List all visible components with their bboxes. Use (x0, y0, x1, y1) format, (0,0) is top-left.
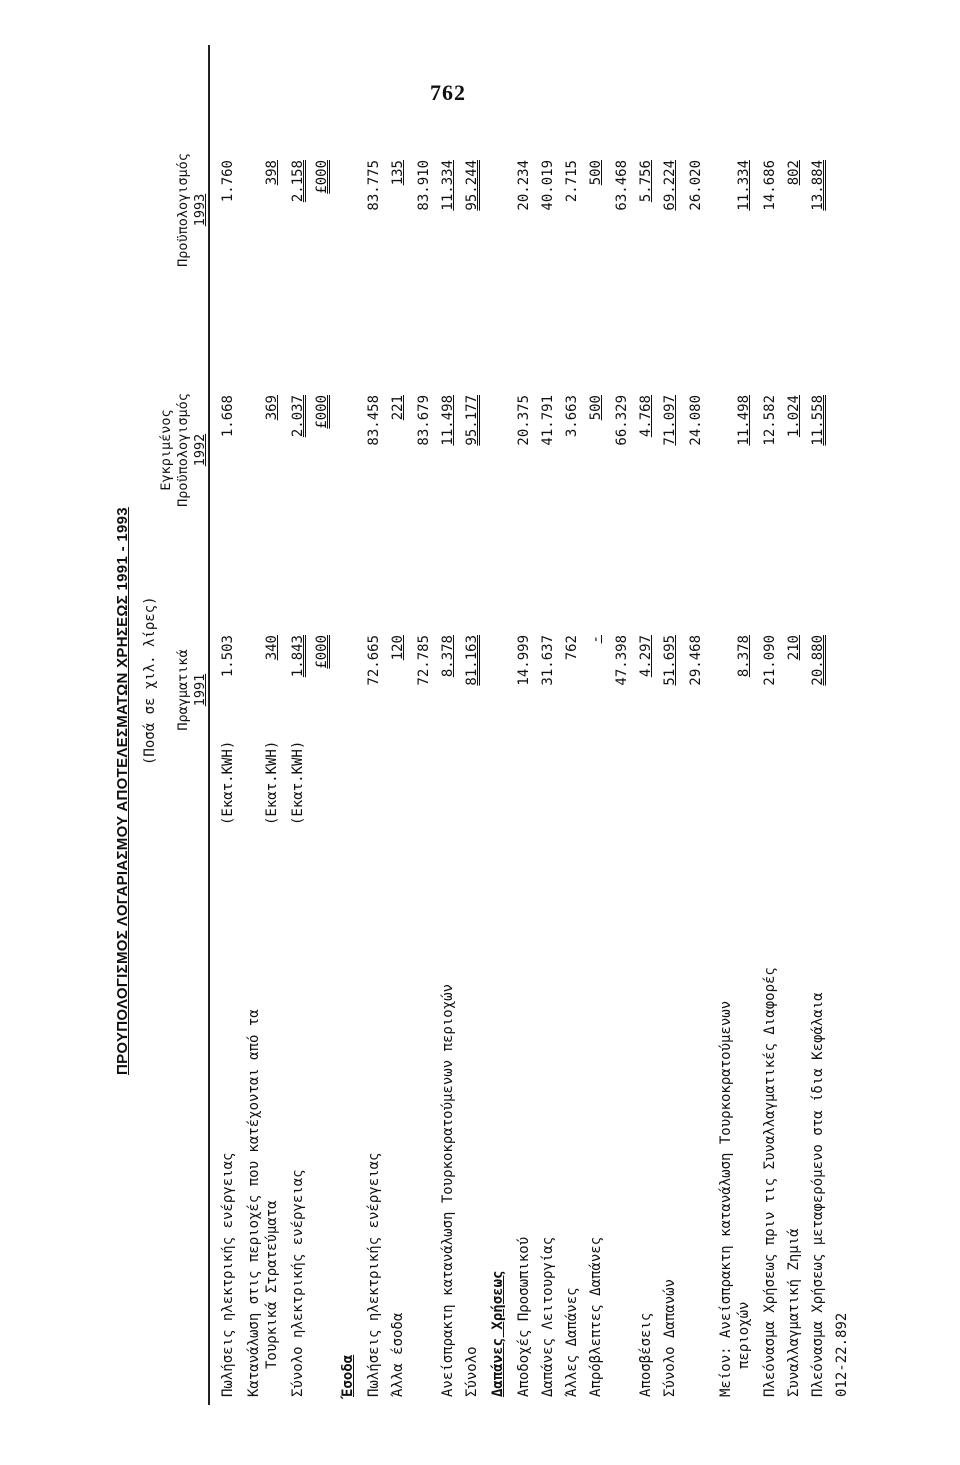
row-label: Πωλήσεις ηλεκτρικής ενέργειας (366, 1152, 382, 1397)
value-1992: 11.558 (810, 395, 826, 446)
value-1992: 1.024 (786, 395, 802, 438)
table-row (366, 45, 388, 1405)
value-1993: 11.334 (736, 160, 752, 211)
value-1992: 66.329 (614, 395, 630, 446)
row-label: Ανείσπρακτη κατανάλωση Τουρκοκρατούμενων περιοχών (440, 983, 456, 1397)
row-label: Αποσβέσεις (638, 1312, 654, 1397)
value-1993: 26.020 (688, 160, 704, 211)
value-1991: 14.999 (516, 635, 532, 686)
column-header-1991 (158, 615, 209, 765)
column-header-line2: Προϋπολογισμός (175, 153, 191, 267)
table-row (588, 45, 610, 1405)
table-row (564, 45, 586, 1405)
page-number: 762 (430, 80, 466, 105)
row-label: Πλεόνασμα Χρήσεως πριν τις Συναλλαγματικές Διαφορές (762, 967, 778, 1397)
value-1991: 31.637 (540, 635, 556, 686)
value-1992: 11.498 (440, 395, 456, 446)
value-1991: 210 (786, 635, 802, 661)
value-1993: 2.158 (290, 160, 306, 203)
value-1991: 8.378 (440, 635, 456, 678)
table-row (540, 45, 562, 1405)
table-row (810, 45, 832, 1405)
table-row (662, 45, 684, 1405)
row-label: Δαπάνες Χρήσεως (490, 1270, 506, 1397)
table-row (688, 45, 710, 1405)
table-row (390, 45, 412, 1405)
value-1992: 71.097 (662, 395, 678, 446)
row-label: Πλεόνασμα Χρήσεως μεταφερόμενο στα ίδια Κεφάλαια (810, 992, 826, 1397)
row-label: Συναλλαγματική Ζημιά (786, 1228, 802, 1397)
value-1993: 20.234 (516, 160, 532, 211)
value-1991: 4.297 (638, 635, 654, 678)
row-label: Μείον: Ανείσπρακτη κατανάλωση Τουρκοκρατούμενων (718, 1000, 734, 1397)
value-1992: 24.080 (688, 395, 704, 446)
currency-unit: £000 (314, 635, 330, 669)
table-row (440, 45, 462, 1405)
table-row (762, 45, 784, 1405)
value-1993: 83.910 (416, 160, 432, 211)
column-header-line1 (158, 135, 175, 285)
footer-code-row (834, 45, 856, 1405)
value-1992: 12.582 (762, 395, 778, 446)
value-1993: 83.775 (366, 160, 382, 211)
value-1992: 95.177 (464, 395, 480, 446)
value-1993: 69.224 (662, 160, 678, 211)
row-label: Σύνολο Δαπανών (662, 1278, 678, 1397)
value-1991: 8.378 (736, 635, 752, 678)
value-1991: 120 (390, 635, 406, 661)
value-1991: - (588, 635, 604, 644)
value-1992: 11.498 (736, 395, 752, 446)
value-1992: 1.668 (220, 395, 236, 438)
currency-unit: £000 (314, 160, 330, 194)
row-label: Άλλα έσοδα (390, 1312, 406, 1397)
footer-code: 012-22.892 (834, 1312, 850, 1397)
value-1991: 20.880 (810, 635, 826, 686)
value-1993: 1.760 (220, 160, 236, 203)
value-1992: 83.679 (416, 395, 432, 446)
column-header-line1: Εγκριμένος (158, 409, 174, 491)
row-label: Κατανάλωση στις περιοχές που κατέχονται από τα (246, 1009, 262, 1397)
value-1993: 11.334 (440, 160, 456, 211)
column-header-line1 (158, 615, 175, 765)
value-1992: 2.037 (290, 395, 306, 438)
table-row (516, 45, 538, 1405)
amounts-note: (Ποσά σε χιλ. λίρες) (142, 596, 158, 765)
row-label: Σύνολο ηλεκτρικής ενέργειας (290, 1169, 306, 1397)
table-row (614, 45, 636, 1405)
value-1993: 802 (786, 160, 802, 186)
row-unit: (Εκατ.KWH) (290, 740, 306, 825)
table-row (736, 45, 758, 1405)
column-header-year: 1991 (192, 673, 208, 707)
column-header-line2: Προϋπολογισμός (175, 393, 191, 507)
value-1992: 369 (264, 395, 280, 421)
value-1993: 63.468 (614, 160, 630, 211)
value-1993: 500 (588, 160, 604, 186)
value-1993: 14.686 (762, 160, 778, 211)
row-label: Σύνολο (464, 1346, 480, 1397)
value-1993: 13.884 (810, 160, 826, 211)
value-1993: 95.244 (464, 160, 480, 211)
row-label: Αποδοχές Προσωπικού (516, 1236, 532, 1397)
value-1991: 762 (564, 635, 580, 661)
value-1992: 3.663 (564, 395, 580, 438)
value-1991: 1.503 (220, 635, 236, 678)
value-1993: 135 (390, 160, 406, 186)
value-1993: 398 (264, 160, 280, 186)
row-label: Δαπάνες Λειτουργίας (540, 1236, 556, 1397)
row-label: Άλλες Δαπάνες (564, 1287, 580, 1397)
column-header-1993 (158, 135, 209, 285)
document-title: ΠΡΟΥΠΟΛΟΓΙΣΜΟΣ ΛΟΓΑΡΙΑΣΜΟΥ ΑΠΟΤΕΛΕΣΜΑΤΩΝ ΧΡΗΣΕΩΣ 1991 - 1993 (114, 507, 131, 1075)
table-row (220, 45, 242, 1405)
row-label: Έσοδα (340, 1354, 356, 1397)
value-1991: 29.468 (688, 635, 704, 686)
table-row (314, 45, 336, 1405)
section-heading-revenue (340, 45, 362, 1405)
column-header-line2: Πραγματικά (175, 649, 191, 731)
row-unit: (Εκατ.KWH) (220, 740, 236, 825)
value-1991: 340 (264, 635, 280, 661)
row-label: Πωλήσεις ηλεκτρικής ενέργειας (220, 1152, 236, 1397)
rotated-statement (108, 45, 868, 1405)
table-row (264, 45, 286, 1405)
row-unit: (Εκατ.KWH) (264, 740, 280, 825)
table-row (416, 45, 438, 1405)
value-1992: 83.458 (366, 395, 382, 446)
section-heading-expenses (490, 45, 512, 1405)
column-header-year: 1993 (192, 193, 208, 227)
table-row (290, 45, 312, 1405)
value-1992: 41.791 (540, 395, 556, 446)
value-1993: 5.756 (638, 160, 654, 203)
value-1992: 4.768 (638, 395, 654, 438)
value-1993: 40.019 (540, 160, 556, 211)
value-1993: 2.715 (564, 160, 580, 203)
value-1991: 81.163 (464, 635, 480, 686)
value-1991: 47.398 (614, 635, 630, 686)
currency-unit: £000 (314, 395, 330, 429)
value-1991: 72.665 (366, 635, 382, 686)
table-row (464, 45, 486, 1405)
value-1991: 1.843 (290, 635, 306, 678)
value-1992: 221 (390, 395, 406, 421)
value-1991: 51.695 (662, 635, 678, 686)
value-1992: 20.375 (516, 395, 532, 446)
row-label: Απρόβλεπτες Δαπάνες (588, 1236, 604, 1397)
value-1991: 72.785 (416, 635, 432, 686)
column-header-1992 (158, 370, 209, 530)
value-1991: 21.090 (762, 635, 778, 686)
value-1992: 500 (588, 395, 604, 421)
row-label: Τουρκικά Στρατεύματα (264, 1200, 280, 1369)
header-rule (208, 45, 210, 1405)
column-header-year: 1992 (192, 433, 208, 467)
table-row (638, 45, 660, 1405)
row-label: περιοχών (736, 1301, 752, 1369)
table-row (786, 45, 808, 1405)
